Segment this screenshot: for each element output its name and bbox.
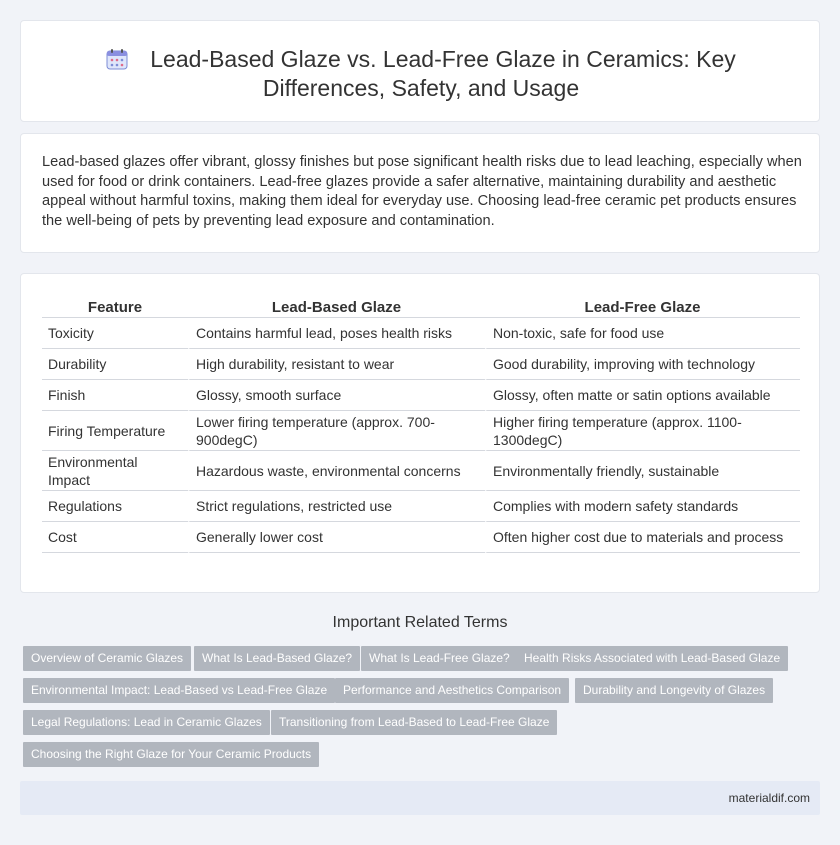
comparison-table-card	[20, 273, 820, 593]
table-row	[42, 411, 800, 451]
cell-feature: Cost	[42, 522, 188, 553]
related-tag[interactable]: Health Risks Associated with Lead-Based Glaze	[516, 646, 788, 671]
cell-feature: Firing Temperature	[42, 411, 188, 451]
cell-lead-free: Glossy, often matte or satin options available	[485, 380, 800, 411]
cell-feature: Environmental Impact	[42, 451, 188, 491]
cell-feature: Finish	[42, 380, 188, 411]
related-tag[interactable]: What Is Lead-Based Glaze?	[194, 646, 360, 671]
table-row	[42, 318, 800, 349]
header-card	[20, 20, 820, 122]
table-row	[42, 491, 800, 522]
cell-lead-free: Non-toxic, safe for food use	[485, 318, 800, 349]
cell-lead-free: Often higher cost due to materials and process	[485, 522, 800, 553]
title-line-1: Lead-Based Glaze vs. Lead-Free Glaze in Ceramics: Key	[150, 46, 736, 72]
cell-lead-free: Complies with modern safety standards	[485, 491, 800, 522]
table-header-row	[42, 294, 800, 318]
header-lead-free: Lead-Free Glaze	[485, 294, 800, 318]
related-tag[interactable]: Durability and Longevity of Glazes	[575, 678, 773, 703]
cell-lead-based: Lower firing temperature (approx. 700-900degC)	[188, 411, 485, 451]
table-row	[42, 380, 800, 411]
table-row	[42, 349, 800, 380]
cell-lead-free: Good durability, improving with technology	[485, 349, 800, 380]
title-line-2: Differences, Safety, and Usage	[262, 75, 580, 101]
intro-card	[20, 133, 820, 253]
table-row	[42, 522, 800, 553]
page-title	[21, 45, 821, 103]
related-tag[interactable]: Legal Regulations: Lead in Ceramic Glazes	[23, 710, 270, 735]
related-tag[interactable]: Transitioning from Lead-Based to Lead-Free Glaze	[271, 710, 557, 735]
cell-feature: Regulations	[42, 491, 188, 522]
cell-lead-based: Glossy, smooth surface	[188, 380, 485, 411]
header-lead-based: Lead-Based Glaze	[188, 294, 485, 318]
cell-lead-free: Higher firing temperature (approx. 1100-1300degC)	[485, 411, 800, 451]
cell-lead-free: Environmentally friendly, sustainable	[485, 451, 800, 491]
cell-lead-based: Generally lower cost	[188, 522, 485, 553]
comparison-table	[42, 294, 800, 553]
intro-paragraph: Lead-based glazes offer vibrant, glossy finishes but pose significant health risks due to lead leaching, especially when used for food or drink containers. Lead-free glazes provide a safer alternative, maintaining durability and aesthetic appeal without harmful toxins, making them ideal for everyday use. Choosing lead-free ceramic pet products ensures the well-being of pets by preventing lead exposure and contamination.	[42, 154, 802, 229]
cell-lead-based: Strict regulations, restricted use	[188, 491, 485, 522]
footer	[20, 781, 820, 815]
footer-site-name[interactable]: materialdif.com	[728, 791, 810, 805]
cell-feature: Durability	[42, 349, 188, 380]
cell-lead-based: Hazardous waste, environmental concerns	[188, 451, 485, 491]
cell-lead-based: High durability, resistant to wear	[188, 349, 485, 380]
related-tag[interactable]: Choosing the Right Glaze for Your Ceramic Products	[23, 742, 319, 767]
header-feature: Feature	[42, 294, 188, 318]
related-terms-heading: Important Related Terms	[332, 614, 508, 631]
related-tag[interactable]: What Is Lead-Free Glaze?	[361, 646, 518, 671]
table-row	[42, 451, 800, 491]
calendar-icon	[106, 48, 128, 70]
related-tag[interactable]: Performance and Aesthetics Comparison	[335, 678, 569, 703]
cell-lead-based: Contains harmful lead, poses health risks	[188, 318, 485, 349]
cell-feature: Toxicity	[42, 318, 188, 349]
related-tag[interactable]: Environmental Impact: Lead-Based vs Lead-Free Glaze	[23, 678, 335, 703]
related-tag[interactable]: Overview of Ceramic Glazes	[23, 646, 191, 671]
